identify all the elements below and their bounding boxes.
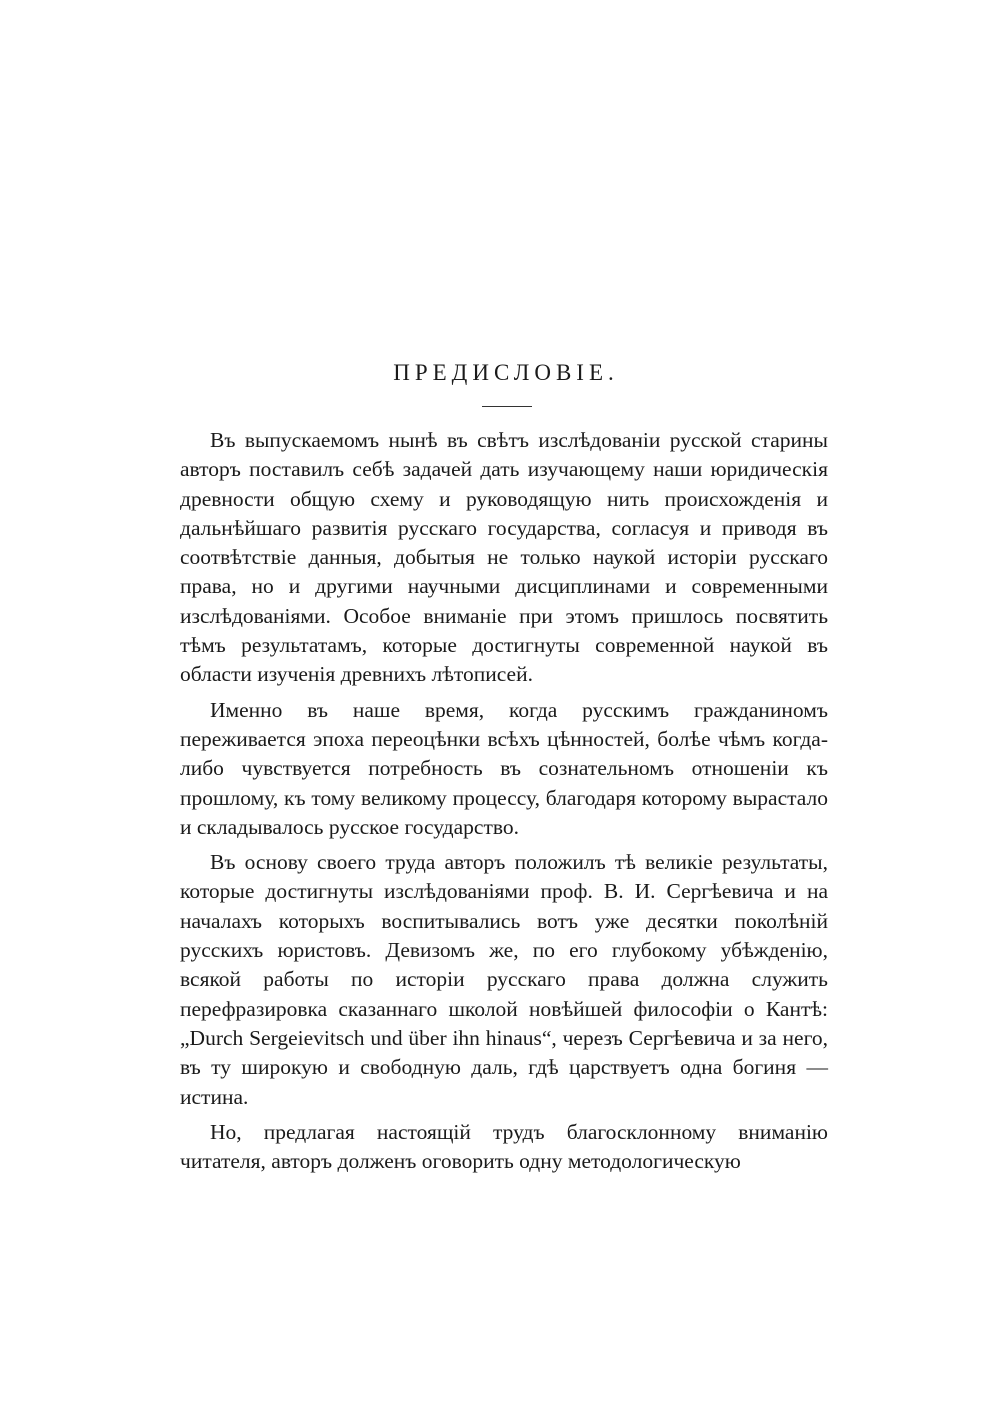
body-text bbox=[180, 426, 828, 1182]
paragraph: Но, предлагая настоящій трудъ благосклонному вниманію читателя, авторъ долженъ оговорить одну методологическую bbox=[180, 1119, 828, 1174]
paragraph: Въ выпускаемомъ нынѣ въ свѣтъ изслѣдованіи русской старины авторъ поставилъ себѣ задачей дать изучающему наши юридическія древности общую схему и руководящую нить происхожденія и дальнѣйшаго развитія русскаго государства, согласуя и приводя въ соотвѣтствіе данныя, добытыя не только наукой исторіи русскаго права, но и другими научными дисциплинами и современными изслѣдованіями. Особое вниманіе при этомъ пришлось посвятить тѣмъ результатамъ, которые достигнуты современной наукой въ области изученія древнихъ лѣтописей. bbox=[180, 428, 828, 687]
paragraph: Въ основу своего труда авторъ положилъ тѣ великіе результаты, которые достигнуты изслѣдованіями проф. В. И. Сергѣевича и на началахъ которыхъ воспитывались вотъ уже десятки поколѣній русскихъ юристовъ. Девизомъ же, по его глубокому убѣжденію, всякой работы по исторіи русскаго права должна служить перефразировка сказаннаго школой новѣйшей философіи о Кантѣ: „Durch Sergeievitsch und über ihn hinaus“, черезъ Сергѣевича и за него, въ ту широкую и свободную даль, гдѣ царствуетъ одна богиня — истина. bbox=[180, 850, 828, 1109]
page-title: ПРЕДИСЛОВІЕ. bbox=[393, 360, 619, 385]
title-divider bbox=[482, 406, 532, 407]
paragraph: Именно въ наше время, когда русскимъ гражданиномъ переживается эпоха переоцѣнки всѣхъ цѣнностей, болѣе чѣмъ когда-либо чувствуется потребность въ сознательномъ отношеніи къ прошлому, къ тому великому процессу, благодаря которому вырастало и складывалось русское государство. bbox=[180, 697, 828, 839]
